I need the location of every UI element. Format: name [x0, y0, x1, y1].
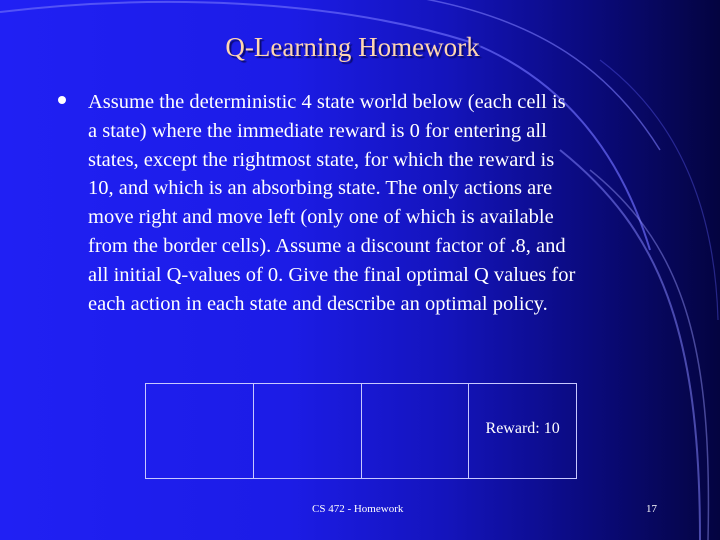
state-world-grid: [145, 383, 577, 479]
state-cell: [362, 384, 470, 478]
page-number: 17: [646, 503, 657, 515]
state-cell: [146, 384, 254, 478]
reward-label: Reward: 10: [485, 420, 560, 437]
slide-title: Q-Learning Homework: [225, 32, 480, 62]
bullet-line: a state) where the immediate reward is 0 for entering all: [88, 119, 547, 142]
bullet-line: Assume the deterministic 4 state world below (each cell is: [88, 91, 566, 113]
bullet-line: each action in each state and describe an optimal policy.: [88, 292, 548, 315]
bullet-line: move right and move left (only one of which is available: [88, 206, 554, 229]
bullet-icon: [58, 96, 66, 104]
bullet-line: from the border cells). Assume a discount factor of .8, and: [88, 234, 566, 257]
bullet-line: all initial Q-values of 0. Give the final optimal Q values for: [88, 263, 576, 286]
absorbing-state-cell: [469, 384, 576, 478]
state-cell: [254, 384, 362, 478]
footer-text: CS 472 - Homework: [312, 503, 404, 515]
bullet-line: 10, and which is an absorbing state. The only actions are: [88, 177, 553, 200]
bullet-line: states, except the rightmost state, for which the reward is: [88, 148, 555, 171]
bullet-text: [88, 88, 668, 318]
